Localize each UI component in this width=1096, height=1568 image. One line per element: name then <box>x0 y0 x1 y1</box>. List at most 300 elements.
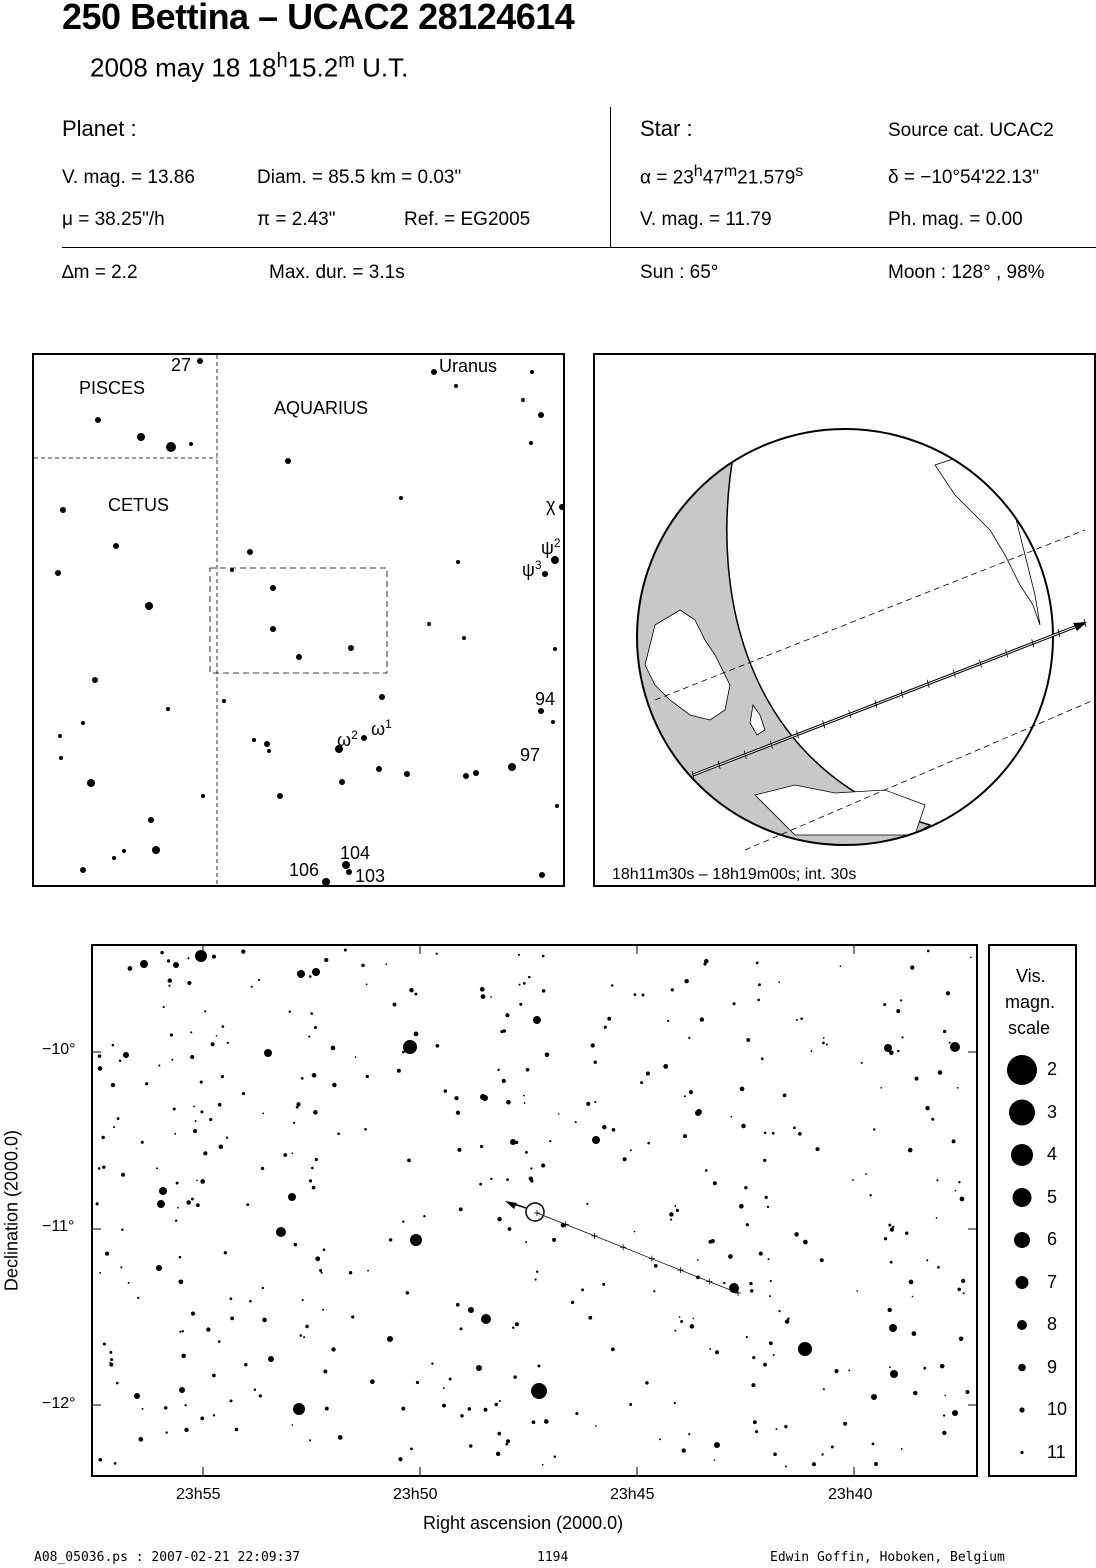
finder-star <box>230 568 234 572</box>
detail-star <box>193 1129 197 1133</box>
detail-star <box>889 1324 897 1332</box>
detail-star <box>171 1059 173 1061</box>
detail-star <box>763 1363 767 1367</box>
detail-star <box>783 1094 787 1098</box>
detail-star <box>442 1404 446 1408</box>
detail-star <box>674 1402 676 1404</box>
detail-star <box>211 1042 215 1046</box>
detail-star <box>196 1203 200 1207</box>
finder-star <box>463 773 469 779</box>
detail-star <box>494 1403 497 1406</box>
detail-star <box>592 1136 600 1144</box>
detail-star <box>444 1089 447 1092</box>
detail-star <box>535 1279 537 1281</box>
detail-star <box>370 1379 375 1384</box>
earth-globe-svg <box>595 355 1094 885</box>
detail-star <box>936 1179 938 1181</box>
detail-star <box>533 1016 541 1024</box>
detail-star <box>512 1327 514 1329</box>
detail-star <box>955 1190 957 1192</box>
detail-star <box>163 1006 165 1008</box>
footer-author: Edwin Goffin, Hoboken, Belgium <box>770 1550 1005 1565</box>
omega1-letter: ω <box>371 719 386 739</box>
detail-star <box>690 1324 695 1329</box>
detail-star <box>873 1128 875 1130</box>
detail-star <box>416 1381 419 1384</box>
detail-star <box>586 1102 590 1106</box>
detail-star <box>728 1254 733 1259</box>
detail-star <box>178 1279 183 1284</box>
detail-star <box>393 1003 397 1007</box>
detail-star <box>506 1178 509 1181</box>
detail-star <box>630 1149 632 1151</box>
detail-star <box>312 968 320 976</box>
detail-star <box>402 1051 405 1054</box>
detail-star <box>323 1248 326 1251</box>
detail-star <box>105 1251 109 1255</box>
detail-star <box>768 1258 770 1260</box>
detail-star <box>965 1390 969 1394</box>
detail-star <box>157 1200 165 1208</box>
detail-star <box>230 1316 234 1320</box>
detail-star <box>909 1280 914 1285</box>
detail-star <box>671 988 674 991</box>
detail-star <box>297 970 305 978</box>
finder-star <box>55 570 61 576</box>
detail-star <box>499 1400 501 1402</box>
detail-star <box>331 1347 335 1351</box>
detail-star <box>769 1295 771 1297</box>
scale-dot-mag-6 <box>1014 1232 1030 1248</box>
detail-star <box>542 955 545 958</box>
detail-star <box>166 1431 168 1433</box>
detail-star <box>696 1109 702 1115</box>
detail-star <box>117 1117 120 1120</box>
finder-star <box>376 766 382 772</box>
detail-star <box>714 1442 720 1448</box>
star-declination: δ = −10°54'22.13" <box>888 167 1040 188</box>
detail-star <box>750 1289 753 1292</box>
psi2-letter: ψ <box>541 538 554 558</box>
finder-star <box>270 585 276 591</box>
detail-star <box>128 1282 130 1284</box>
detail-star <box>195 1120 197 1122</box>
detail-star <box>820 1258 824 1262</box>
detail-star <box>937 1266 940 1269</box>
finder-star <box>399 496 403 500</box>
finder-star <box>456 560 460 564</box>
detail-star <box>254 1389 256 1391</box>
detail-star <box>502 1029 506 1033</box>
detail-star <box>398 1457 402 1461</box>
info-vertical-divider <box>610 107 611 247</box>
detail-star <box>714 1459 716 1461</box>
detail-star <box>676 1209 679 1212</box>
detail-star <box>822 1042 825 1045</box>
detail-star <box>406 1291 409 1294</box>
detail-star <box>744 1186 747 1189</box>
detail-star <box>926 1259 928 1261</box>
detail-star <box>423 1215 425 1217</box>
detail-star <box>443 1387 445 1389</box>
detail-star <box>669 1212 673 1216</box>
detail-star <box>309 1179 312 1182</box>
event-date: 2008 may 18 18 <box>90 52 277 83</box>
detail-star <box>888 1224 891 1227</box>
finder-star <box>348 645 354 651</box>
detail-star <box>545 1052 550 1057</box>
finder-star <box>264 741 270 747</box>
detail-star <box>213 1414 215 1416</box>
detail-star <box>952 1410 958 1416</box>
detail-star <box>156 1167 158 1169</box>
detail-star <box>323 1370 327 1374</box>
detail-star <box>513 1375 516 1378</box>
detail-star <box>244 1363 247 1366</box>
scale-label-mag-10: 10 <box>1047 1399 1068 1419</box>
scale-dot-mag-11 <box>1020 1451 1023 1454</box>
star-label-104: 104 <box>340 843 371 863</box>
finder-star <box>427 622 431 626</box>
detail-star <box>436 1044 440 1048</box>
detail-star <box>191 1311 195 1315</box>
detail-star <box>299 1334 302 1337</box>
finder-star <box>555 804 559 808</box>
detail-star <box>640 1081 643 1084</box>
detail-star <box>497 1069 499 1071</box>
detail-star <box>912 1296 914 1298</box>
detail-star <box>249 1300 252 1303</box>
finder-star <box>92 677 98 683</box>
detail-star <box>680 1320 683 1323</box>
detail-star <box>793 1126 796 1129</box>
detail-star <box>456 1303 460 1307</box>
detail-star <box>970 957 972 959</box>
finder-star <box>58 734 62 738</box>
finder-star <box>539 872 545 878</box>
detail-star <box>812 1462 816 1466</box>
detail-star <box>134 1393 140 1399</box>
detail-star <box>872 1442 875 1445</box>
star-label-psi2 <box>541 536 561 559</box>
globe-surface <box>615 405 1053 875</box>
detail-star <box>730 1116 732 1118</box>
detail-star <box>525 1151 528 1154</box>
detail-star <box>367 1270 369 1272</box>
star-right-ascension <box>640 163 803 189</box>
detail-star <box>883 1003 886 1006</box>
detail-star <box>156 1265 162 1271</box>
detail-star <box>112 1044 115 1047</box>
detail-star <box>176 1182 179 1185</box>
star-label-omega1 <box>371 717 392 740</box>
detail-star <box>525 1241 527 1243</box>
detail-star <box>773 1453 777 1457</box>
detail-star <box>889 1050 894 1055</box>
detail-star <box>261 1167 264 1170</box>
detail-star <box>224 1251 227 1254</box>
earth-globe-panel <box>593 353 1096 887</box>
detail-star <box>454 1096 458 1100</box>
psi3-index: 3 <box>534 558 542 572</box>
omega2-index: 2 <box>351 728 358 742</box>
omega1-index: 1 <box>385 717 392 731</box>
detail-star <box>137 1297 139 1299</box>
minutes-value: 15.2 <box>287 52 339 83</box>
finder-star <box>80 867 86 873</box>
detail-star <box>667 1020 669 1022</box>
scale-label-mag-11: 11 <box>1047 1441 1066 1462</box>
detail-star <box>216 1035 218 1037</box>
detail-star <box>684 1095 686 1097</box>
detail-star <box>222 1025 225 1028</box>
finder-star <box>559 504 563 510</box>
finder-star <box>81 721 85 725</box>
detail-star <box>364 1128 367 1131</box>
scale-label-mag-5: 5 <box>1047 1186 1058 1207</box>
detail-star <box>193 1105 195 1107</box>
detail-star <box>409 988 413 992</box>
detail-star <box>407 1159 411 1163</box>
detail-star <box>752 1356 755 1359</box>
ra-tick-label-2350: 23h50 <box>393 1486 438 1503</box>
detail-star <box>481 994 486 999</box>
scale-title-magn: magn. <box>1005 992 1056 1012</box>
finder-star <box>322 878 330 885</box>
detail-star <box>746 1223 749 1226</box>
dec-tick-label-11: −11° <box>42 1218 75 1235</box>
detail-star <box>880 1087 882 1089</box>
finder-star <box>277 793 283 799</box>
star-vmag: V. mag. = 11.79 <box>640 209 772 230</box>
detail-star <box>739 1204 744 1209</box>
star-label-omega2 <box>337 728 358 751</box>
detail-star <box>314 1026 317 1029</box>
detail-star <box>431 1362 433 1364</box>
detail-star <box>119 1060 121 1062</box>
sun-elongation: Sun : 65° <box>640 262 719 283</box>
detail-star <box>221 1075 224 1078</box>
finder-star <box>113 543 119 549</box>
detail-star <box>187 1200 191 1204</box>
detail-star <box>756 962 759 965</box>
detail-star <box>869 1194 871 1196</box>
hours-unit: h <box>276 50 288 72</box>
detail-star <box>931 1118 934 1121</box>
detail-star <box>497 1432 501 1436</box>
detail-star <box>831 1446 834 1449</box>
finder-star <box>473 770 479 776</box>
detail-star <box>366 983 368 985</box>
detail-star <box>944 1394 946 1396</box>
detail-star <box>523 1095 525 1097</box>
detail-star <box>296 1106 299 1109</box>
detail-star <box>184 1428 188 1432</box>
detail-star <box>961 1279 965 1283</box>
detail-star <box>519 984 521 986</box>
detail-star <box>647 1142 650 1145</box>
detail-star <box>763 1159 766 1162</box>
detail-star <box>709 1348 711 1350</box>
dec-tick-label-12: −12° <box>42 1395 76 1412</box>
finder-star <box>404 771 410 777</box>
detail-star <box>733 1002 736 1005</box>
detail-star <box>642 994 645 997</box>
info-horizontal-divider <box>62 247 1096 248</box>
detail-star <box>943 1030 946 1033</box>
detail-star <box>315 1158 318 1161</box>
scale-label-mag-8: 8 <box>1047 1314 1058 1334</box>
detail-star <box>959 1337 964 1342</box>
detail-star <box>218 1340 221 1343</box>
detail-star <box>758 983 761 986</box>
detail-star <box>912 1331 917 1336</box>
star-label-psi3 <box>522 558 542 581</box>
star-label-27: 27 <box>171 355 192 375</box>
detail-star <box>303 1336 305 1338</box>
detail-star <box>528 976 530 978</box>
detail-star <box>262 1318 267 1323</box>
event-datetime <box>90 50 408 84</box>
detail-star <box>140 960 148 968</box>
detail-star <box>571 1301 574 1304</box>
detail-star <box>810 1050 812 1052</box>
planet-vmag: V. mag. = 13.86 <box>62 167 195 188</box>
finder-star <box>339 779 345 785</box>
magnitude-scale-legend <box>988 944 1077 1477</box>
detail-star <box>505 1013 509 1017</box>
detail-star <box>128 966 133 971</box>
delta-magnitude: ∆m = 2.2 <box>62 262 138 283</box>
detail-star <box>385 963 387 965</box>
scale-dot-mag-10 <box>1019 1407 1024 1412</box>
detail-star <box>325 1407 329 1411</box>
detail-star <box>289 1011 291 1013</box>
detail-star <box>98 1167 101 1170</box>
detail-star <box>623 1157 627 1161</box>
detail-star <box>646 1071 650 1075</box>
detail-star <box>938 1070 943 1075</box>
detail-star <box>200 1179 205 1184</box>
detail-star <box>785 1319 789 1323</box>
detail-star <box>594 1101 596 1103</box>
detail-star <box>175 1220 177 1222</box>
detail-star <box>901 1036 903 1038</box>
finder-star <box>346 869 352 875</box>
detail-star <box>212 1374 216 1378</box>
detail-star <box>490 1178 492 1180</box>
detail-star <box>182 1330 184 1332</box>
detail-star <box>480 987 485 992</box>
detail-star <box>890 1227 894 1231</box>
detail-star <box>235 1428 239 1432</box>
detail-star <box>111 1083 115 1087</box>
detail-star <box>713 1181 717 1185</box>
detail-star <box>113 1126 115 1128</box>
detail-star <box>204 1010 206 1012</box>
detail-star <box>449 1378 452 1381</box>
detail-star <box>331 1046 336 1051</box>
detail-star <box>173 962 179 968</box>
y-axis-label: Declination (2000.0) <box>1 1129 22 1292</box>
alpha-hours: α = 23 <box>640 167 694 189</box>
detail-star <box>544 1419 549 1424</box>
detail-star <box>536 1271 538 1273</box>
detail-star <box>361 964 365 968</box>
detail-star <box>101 1136 104 1139</box>
detail-star <box>761 1057 764 1060</box>
detail-star <box>159 1187 167 1195</box>
detail-star <box>542 1464 544 1466</box>
detail-star <box>481 1314 491 1324</box>
detail-star <box>164 1406 167 1409</box>
detail-star <box>654 1264 658 1268</box>
detail-star <box>708 1240 712 1244</box>
detail-star <box>397 1069 401 1073</box>
detail-star <box>469 1444 472 1447</box>
detail-star <box>184 1404 186 1406</box>
detail-star <box>957 1087 959 1089</box>
detail-star <box>705 1169 708 1172</box>
detail-star <box>950 1042 960 1052</box>
finder-star <box>454 384 458 388</box>
detail-star <box>174 1133 176 1135</box>
detail-star <box>960 1197 965 1202</box>
planet-motion: μ = 38.25"/h <box>62 209 165 230</box>
detail-star <box>776 1428 778 1430</box>
detail-star <box>749 1282 752 1285</box>
detail-star <box>457 1148 461 1152</box>
detail-star <box>200 1110 203 1113</box>
constellation-cetus: CETUS <box>108 495 170 515</box>
detail-star <box>645 1381 649 1385</box>
scale-label-mag-4: 4 <box>1047 1144 1058 1164</box>
detail-star <box>313 1110 318 1115</box>
detail-star <box>901 1448 903 1450</box>
detail-star <box>506 1100 511 1105</box>
planet-label-uranus: Uranus <box>439 356 498 376</box>
detail-star <box>611 984 613 986</box>
detail-star <box>936 1217 938 1219</box>
detail-star <box>460 1414 463 1417</box>
detail-star <box>890 1370 898 1378</box>
detail-star <box>530 1179 533 1182</box>
detail-star <box>958 1181 960 1183</box>
detail-star <box>772 1132 775 1135</box>
finder-chart <box>32 353 565 887</box>
finder-star <box>462 636 466 640</box>
detail-star <box>778 981 780 983</box>
detail-star <box>322 1309 324 1311</box>
detail-star <box>558 1113 560 1115</box>
detail-star <box>884 1237 887 1240</box>
detail-star <box>923 1367 926 1370</box>
detail-star <box>927 950 930 953</box>
detail-star <box>553 1455 556 1458</box>
finder-star <box>553 647 557 651</box>
detail-star <box>332 1083 337 1088</box>
detail-star <box>291 1424 293 1426</box>
scale-label-mag-3: 3 <box>1047 1101 1058 1122</box>
star-label-106: 106 <box>289 860 320 880</box>
detail-star <box>506 1439 510 1443</box>
detail-star <box>784 1425 787 1428</box>
detail-star <box>160 951 163 954</box>
detail-star <box>402 1221 404 1223</box>
detail-star <box>834 1369 838 1373</box>
detail-star <box>913 1391 917 1395</box>
detail-star <box>268 1356 274 1362</box>
